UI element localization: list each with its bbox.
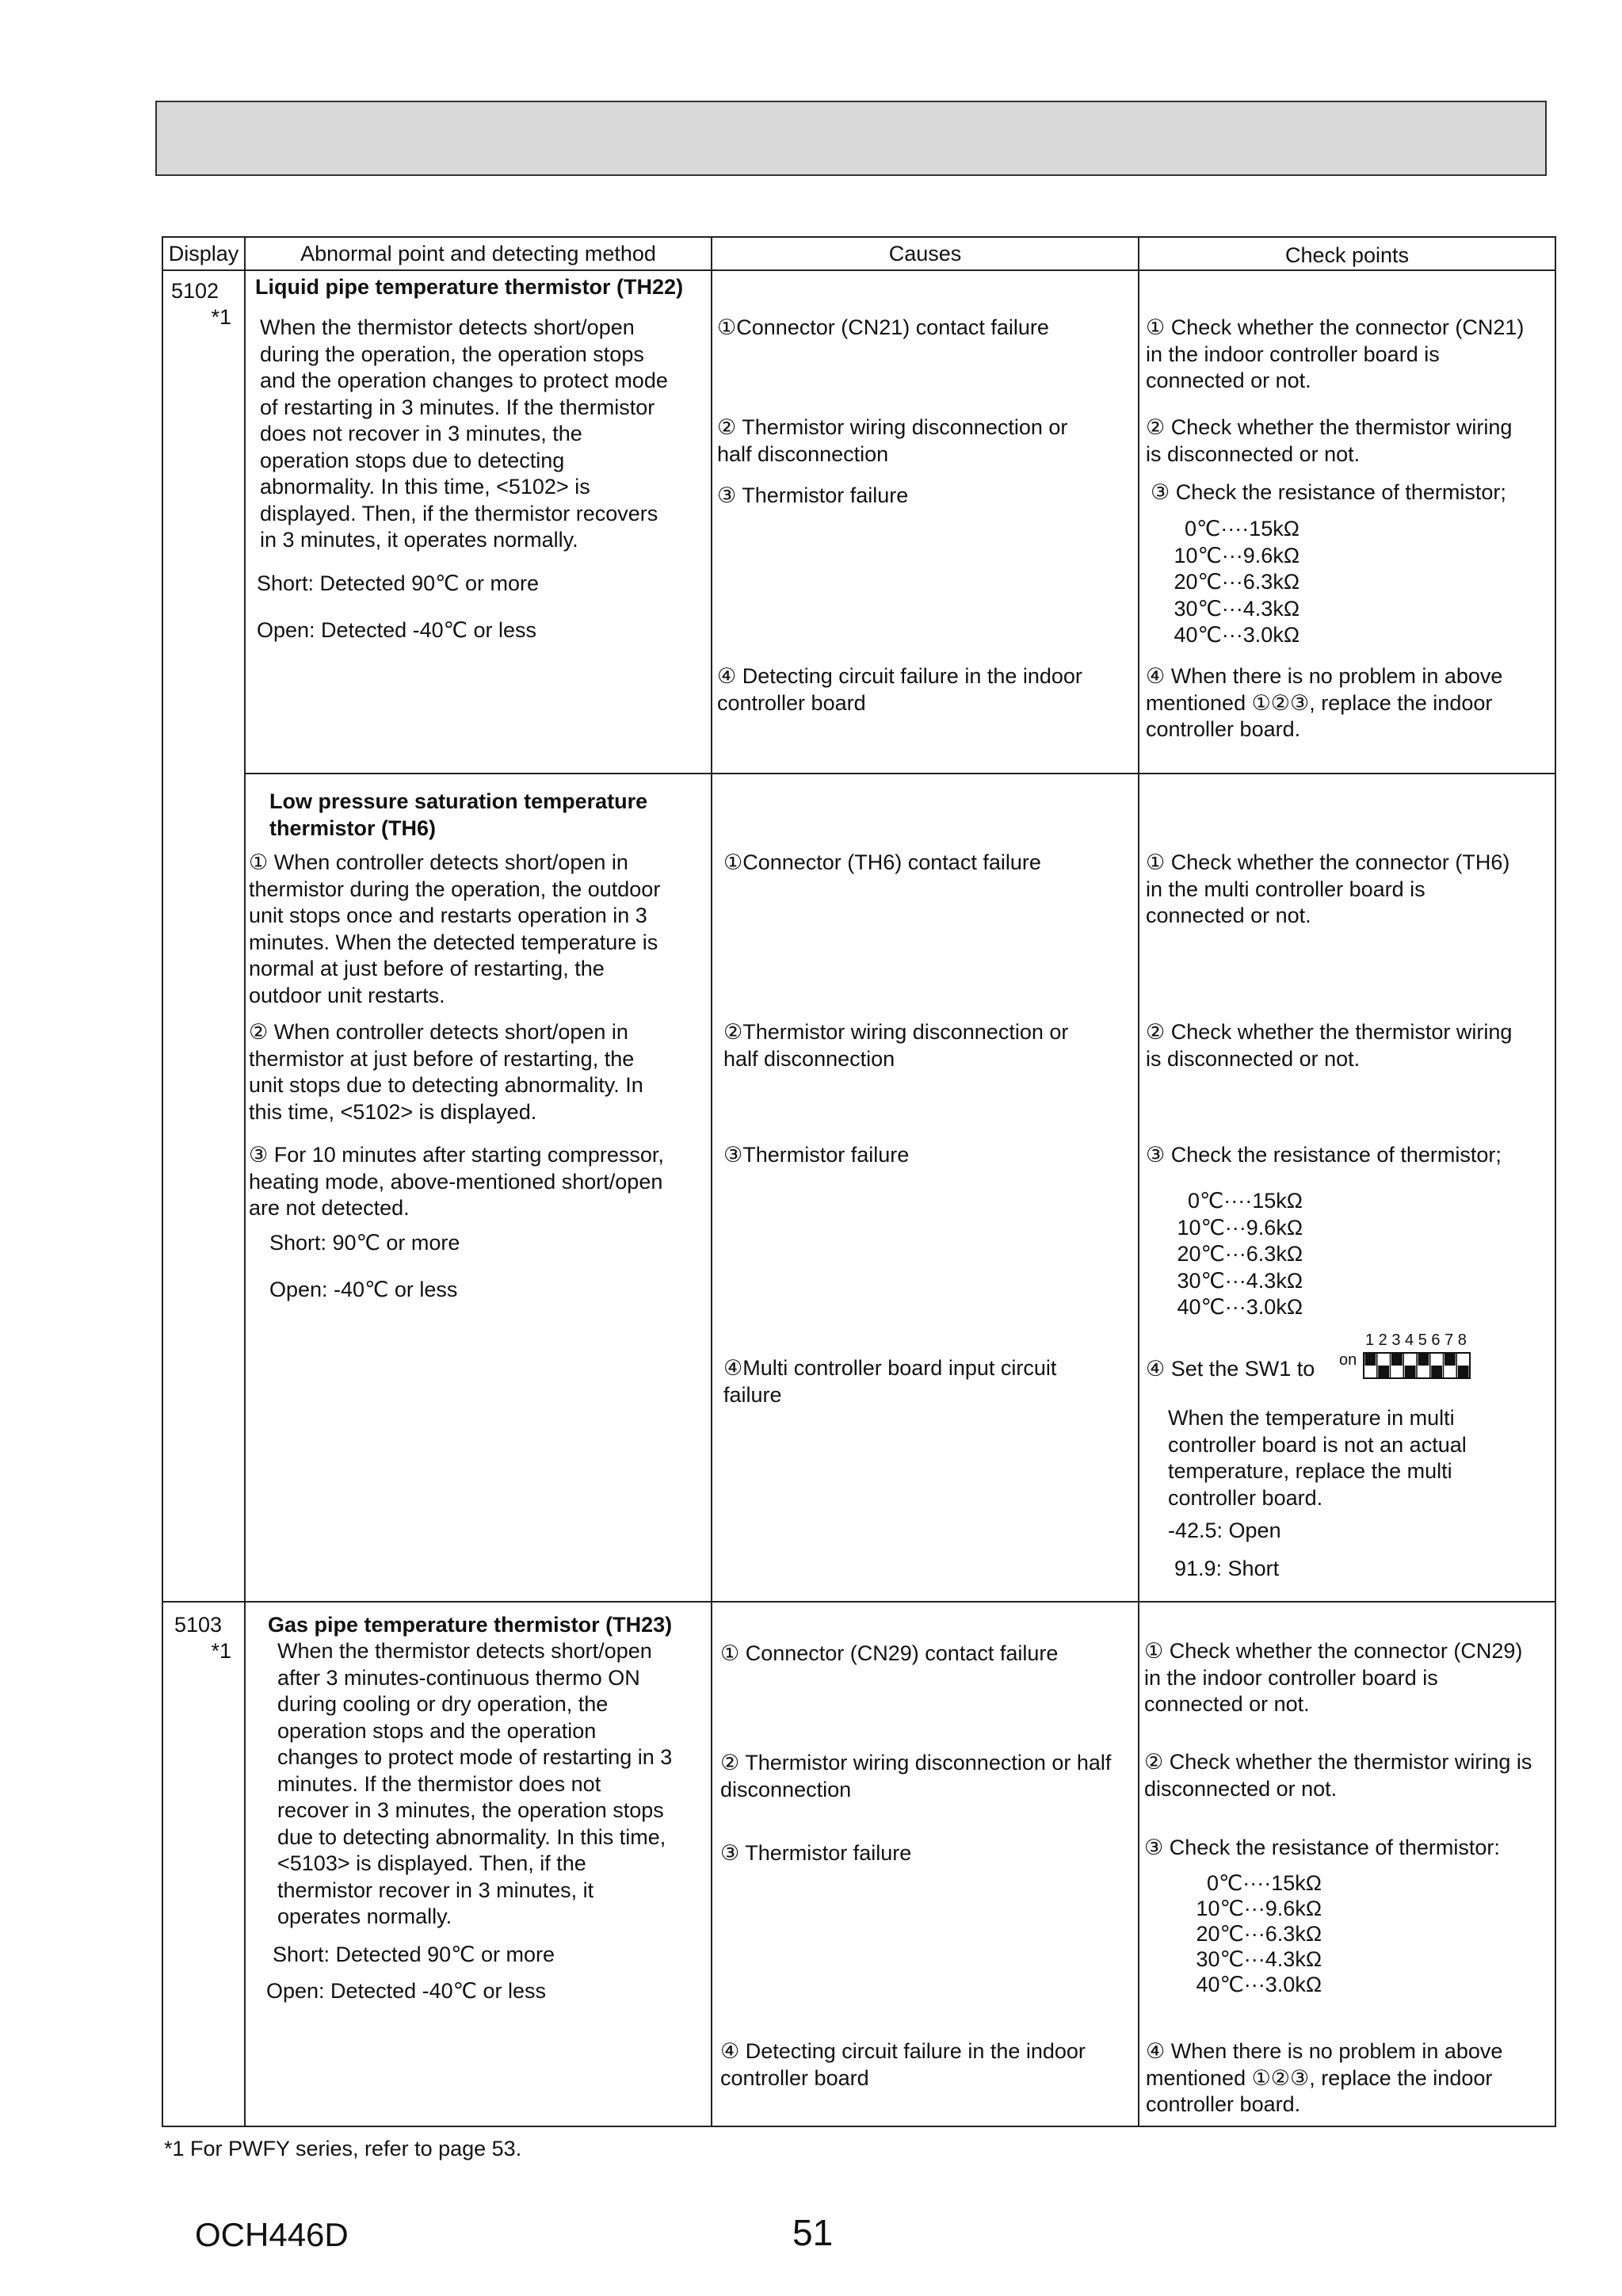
cause1-th22: ①Connector (CN21) contact failure: [717, 315, 1049, 339]
cause2-th22: ② Thermistor wiring disconnection or half disconnection: [717, 415, 1068, 466]
col-divider-abnormal: [711, 238, 712, 2126]
short-value-th6: 91.9: Short: [1174, 1557, 1280, 1580]
code-5102: 5102: [171, 279, 219, 303]
open-value-th6: -42.5: Open: [1168, 1519, 1281, 1542]
sw1-switch-8: [1458, 1366, 1469, 1377]
sw1-on-label: on: [1339, 1351, 1357, 1369]
check1-th22: ① Check whether the connector (CN21) in the indoor controller board is connected or not.: [1146, 315, 1525, 392]
cause4-th22: ④ Detecting circuit failure in the indoor controller board: [717, 664, 1082, 715]
body-th22: When the thermistor detects short/open during the operation, the operation stops and the operation changes to protect mode of restarting in 3 minutes. If the thermistor does not recover in 3 minutes, the operation stops due to detecting abnormality. In this time, <5102> is displayed. Then, if the thermistor recovers in 3 minutes, it operates normally.: [260, 315, 668, 552]
footnote: *1 For PWFY series, refer to page 53.: [164, 2137, 522, 2160]
sw1-switch-3: [1391, 1354, 1403, 1366]
note-5102: *1: [211, 305, 231, 329]
item1-th6: ① When controller detects short/open in thermistor during the operation, the outdoor unit stops once and restarts operation in 3 minutes. When the detected temperature is normal at just before of restarting, the outdoor unit restarts.: [249, 850, 661, 1007]
sw1-number-labels: 1 2 3 4 5 6 7 8: [1365, 1331, 1467, 1349]
body-th23: When the thermistor detects short/open after 3 minutes-continuous thermo ON during cooling or dry operation, the operation stops and the operation changes to protect mode of restarting in 3 minutes. If the thermistor does not recover in 3 minutes, the operation stops due to detecting abnormality. In this time, <5103> is displayed. Then, if the thermistor recover in 3 minutes, it operates normally.: [277, 1639, 673, 1928]
sw1-switch-6: [1431, 1366, 1442, 1377]
check4-th23: ④ When there is no problem in above mentioned ①②③, replace the indoor controller board.: [1146, 2039, 1503, 2116]
col-divider-display: [244, 238, 246, 2126]
cause3-th23: ③ Thermistor failure: [720, 1841, 912, 1865]
header-abnormal: Abnormal point and detecting method: [300, 242, 656, 266]
resistance-th6: 0℃····15kΩ 10℃···9.6kΩ 20℃···6.3kΩ 30℃···4.3kΩ 40℃···3.0kΩ: [1177, 1189, 1303, 1319]
open-th23: Open: Detected -40℃ or less: [266, 1979, 546, 2003]
sw1-switch-4: [1405, 1366, 1416, 1377]
check2-th6: ② Check whether the thermistor wiring is disconnected or not.: [1146, 1020, 1513, 1071]
check4-th6: ④ Set the SW1 to: [1146, 1357, 1315, 1381]
check4b-th6: When the temperature in multi controller board is not an actual temperature, replace the multi controller board.: [1168, 1406, 1467, 1510]
sw1-switch-5: [1418, 1354, 1429, 1366]
check3-th6: ③ Check the resistance of thermistor;: [1146, 1143, 1502, 1167]
troubleshooting-table: [162, 236, 1556, 2127]
check2-th22: ② Check whether the thermistor wiring is disconnected or not.: [1146, 415, 1513, 466]
sw1-dip-switch: [1363, 1352, 1471, 1379]
short-th22: Short: Detected 90℃ or more: [257, 571, 539, 595]
model-number: OCH446D: [195, 2216, 349, 2253]
check2-th23: ② Check whether the thermistor wiring is disconnected or not.: [1144, 1750, 1532, 1801]
header-banner: [155, 101, 1547, 176]
sw1-switch-1: [1365, 1354, 1376, 1366]
cause3-th6: ③Thermistor failure: [723, 1143, 910, 1167]
col-divider-causes: [1138, 238, 1139, 2126]
check3-th23: ③ Check the resistance of thermistor:: [1144, 1836, 1500, 1859]
cause1-th6: ①Connector (TH6) contact failure: [723, 850, 1041, 874]
section-divider-th6: [244, 773, 1555, 774]
code-5103: 5103: [174, 1613, 223, 1637]
check1-th23: ① Check whether the connector (CN29) in the indoor controller board is connected or not.: [1144, 1639, 1523, 1716]
resistance-th23: 0℃····15kΩ 10℃···9.6kΩ 20℃···6.3kΩ 30℃···4.3kΩ 40℃···3.0kΩ: [1196, 1871, 1322, 1996]
note-5103: *1: [211, 1639, 231, 1663]
open-th6: Open: -40℃ or less: [269, 1278, 458, 1301]
header-check: Check points: [1284, 243, 1410, 267]
sw1-switch-7: [1445, 1354, 1456, 1366]
short-th6: Short: 90℃ or more: [269, 1231, 460, 1255]
open-th22: Open: Detected -40℃ or less: [257, 618, 536, 642]
item2-th6: ② When controller detects short/open in thermistor at just before of restarting, the unit stops due to detecting abnormality. In this time, <5102> is displayed.: [249, 1020, 643, 1124]
check4-th22: ④ When there is no problem in above mentioned ①②③, replace the indoor controller board.: [1146, 664, 1503, 741]
cause2-th6: ②Thermistor wiring disconnection or half disconnection: [723, 1020, 1069, 1071]
check3-th22: ③ Check the resistance of thermistor;: [1151, 480, 1506, 504]
header-causes: Causes: [888, 242, 962, 266]
resistance-th22: 0℃····15kΩ 10℃···9.6kΩ 20℃···6.3kΩ 30℃···4.3kΩ 40℃···3.0kΩ: [1174, 517, 1300, 647]
title-th6: Low pressure saturation temperature thermistor (TH6): [269, 789, 648, 840]
cause4-th6: ④Multi controller board input circuit failure: [723, 1356, 1057, 1407]
cause3-th22: ③ Thermistor failure: [717, 483, 909, 507]
title-th22: Liquid pipe temperature thermistor (TH22): [255, 275, 684, 299]
short-th23: Short: Detected 90℃ or more: [273, 1943, 555, 1966]
cause2-th23: ② Thermistor wiring disconnection or half disconnection: [720, 1751, 1112, 1801]
title-th23: Gas pipe temperature thermistor (TH23): [268, 1613, 673, 1637]
page-number: 51: [792, 2212, 834, 2253]
check1-th6: ① Check whether the connector (TH6) in the multi controller board is connected or not.: [1146, 850, 1510, 927]
item3-th6: ③ For 10 minutes after starting compressor, heating mode, above-mentioned short/open are not detected.: [249, 1143, 664, 1220]
header-display: Display: [168, 242, 239, 266]
cause4-th23: ④ Detecting circuit failure in the indoor controller board: [720, 2039, 1086, 2090]
cause1-th23: ① Connector (CN29) contact failure: [720, 1641, 1059, 1665]
sw1-switch-2: [1378, 1366, 1389, 1377]
section-divider-5103: [163, 1601, 1555, 1603]
